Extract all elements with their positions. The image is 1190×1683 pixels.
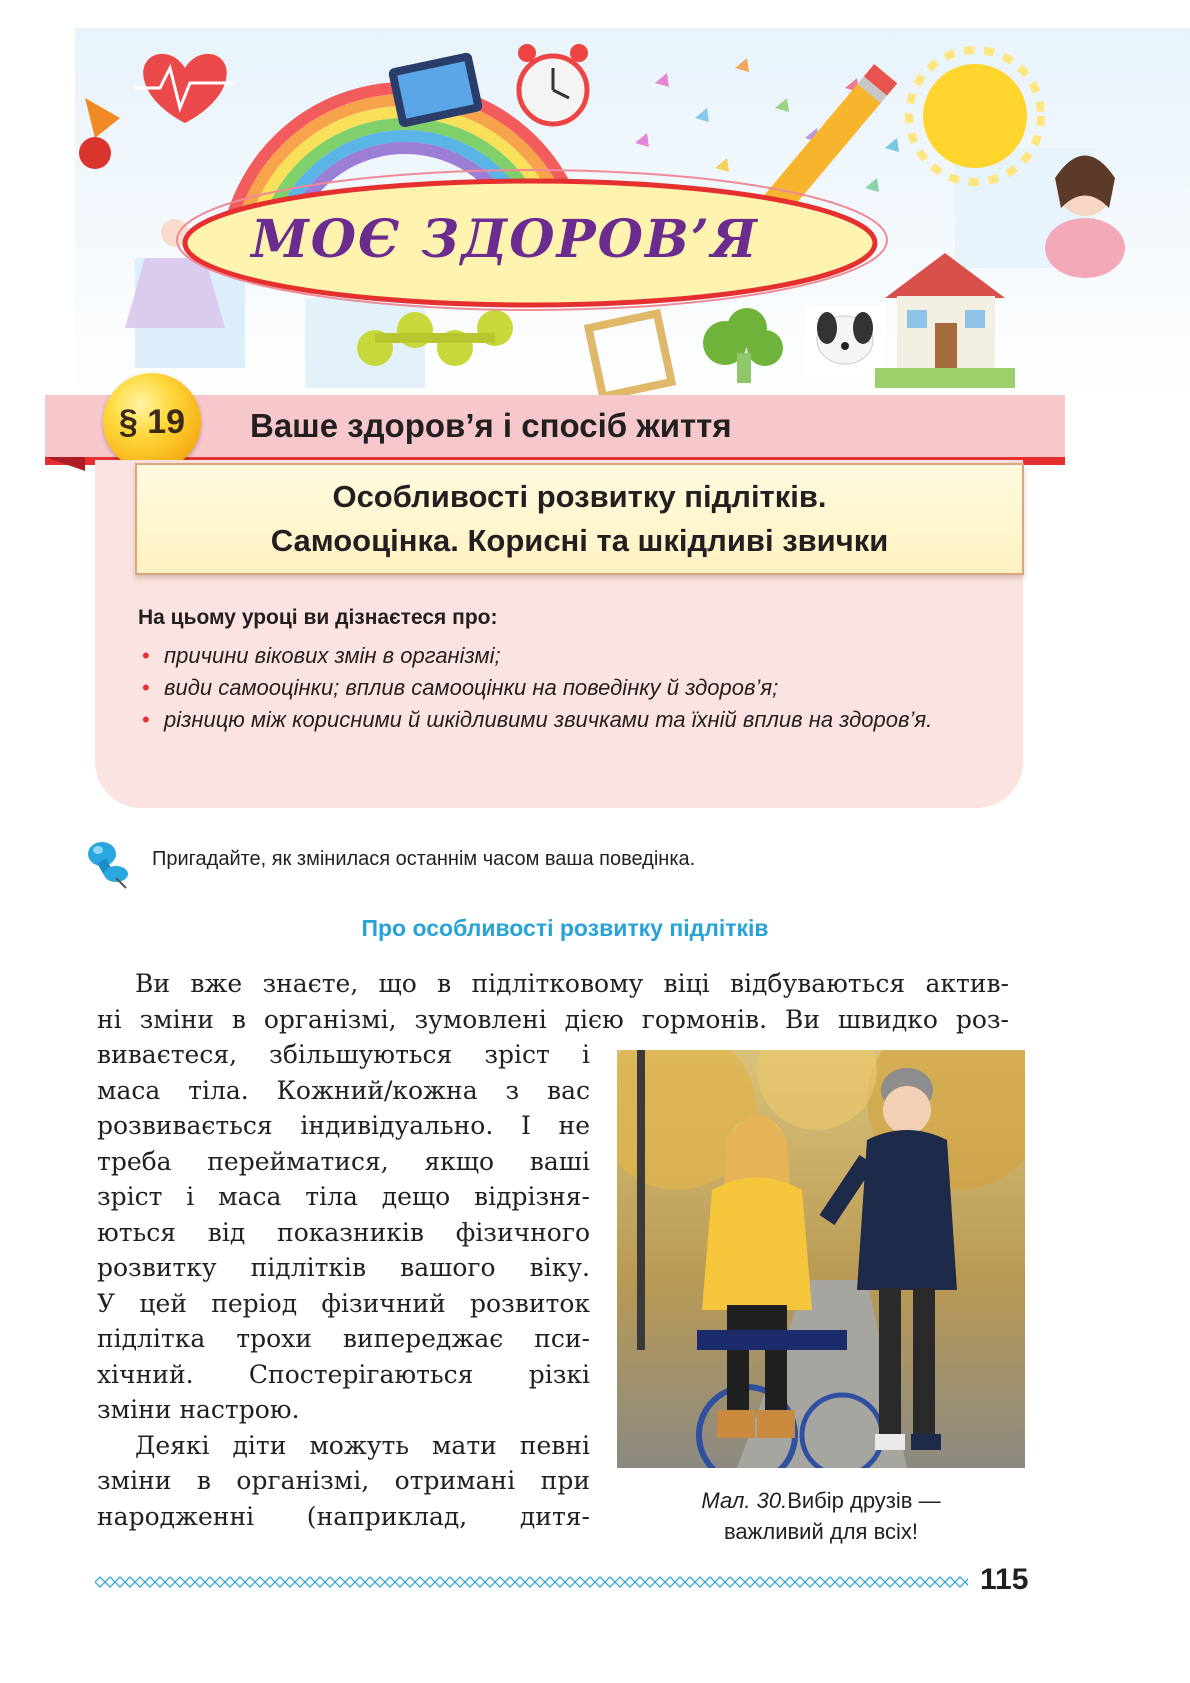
goal-text: причини вікових змін в організмі; <box>164 643 501 668</box>
house-illustration <box>875 253 1015 388</box>
text-line: зміни настрою. <box>97 1395 300 1424</box>
text-line: зміни в організмі, отримані при <box>97 1466 590 1495</box>
body-paragraph-column <box>97 1037 590 1534</box>
text-line: маса тіла. Кожний/кожна з вас <box>97 1075 590 1105</box>
text-line: хічний. Спостерігаються різкі <box>97 1359 590 1389</box>
paragraph-badge: § 19 <box>103 373 201 471</box>
section-subtitle-line1: Особливості розвитку підлітків. <box>332 479 827 514</box>
text-line: ні зміни в організмі, зумовлені дією гормонів. Ви швидко роз- <box>97 1004 1009 1034</box>
lesson-goals-heading: На цьому уроці ви дізнаєтеся про: <box>138 606 498 629</box>
list-item <box>140 704 990 736</box>
text-line: підлітка трохи випереджає пси- <box>97 1324 590 1353</box>
caption-line2: важливий для всіх! <box>723 1519 919 1544</box>
text-line: розвитку підлітків вашого віку. <box>97 1253 590 1282</box>
goal-text: види самооцінки; вплив самооцінки на поведінку й здоров’я; <box>164 675 779 700</box>
text-line: ються від показників фізичного <box>97 1217 590 1247</box>
chapter-title: МОЄ ЗДОРОВ’Я <box>251 209 759 270</box>
page-number: 115 <box>980 1563 1029 1596</box>
bullet-icon: • <box>142 675 150 700</box>
bullet-icon: • <box>142 707 150 732</box>
text-line: Деякі діти можуть мати певні <box>135 1430 590 1460</box>
list-item <box>140 640 990 672</box>
section-title: Ваше здоров’я і спосіб життя <box>250 407 732 444</box>
alarm-clock-icon <box>518 44 588 124</box>
apple-icon <box>79 137 111 169</box>
text-line: виваєтеся, збільшуються зріст і <box>97 1040 590 1069</box>
figure-photo <box>617 1050 1025 1468</box>
pushpin-icon <box>86 840 130 890</box>
hourglass-icon <box>588 313 671 396</box>
text-line: розвивається індивідуально. І не <box>97 1111 590 1140</box>
figure-caption <box>617 1485 1025 1547</box>
figure-label: Мал. 30. <box>701 1488 788 1513</box>
heart-icon <box>135 54 235 123</box>
text-line: треба перейматися, якщо ваші <box>97 1146 590 1176</box>
caption-line1: Вибір друзів — <box>787 1488 941 1513</box>
body-paragraph-wide <box>97 966 1009 1037</box>
text-line: народженні (наприклад, дитя- <box>97 1501 590 1531</box>
section-subtitle-line2: Самооцінка. Корисні та шкідливі звички <box>270 523 889 558</box>
text-line: Ви вже знаєте, що в підлітковому віці відбуваються актив- <box>135 969 1009 998</box>
bullet-icon: • <box>142 643 150 668</box>
list-item <box>140 672 990 704</box>
text-line: У цей період фізичний розвиток <box>97 1288 590 1318</box>
ribbon-fold <box>45 457 85 471</box>
broccoli-icon <box>703 308 783 383</box>
chapter-banner <box>75 28 1190 400</box>
section-subtitle-box <box>135 463 1024 575</box>
text-line: зріст і маса тіла дещо відрізня- <box>97 1182 590 1211</box>
footer-ornament <box>95 1576 968 1588</box>
reminder-text: Пригадайте, як змінилася останнім часом ваша поведінка. <box>152 848 696 870</box>
goal-text: різницю між корисними й шкідливими звичками та їхній вплив на здоров’я. <box>164 707 933 732</box>
carrot-icon <box>85 98 120 138</box>
topic-heading: Про особливості розвитку підлітків <box>361 915 769 941</box>
lesson-goals-list <box>140 640 990 736</box>
